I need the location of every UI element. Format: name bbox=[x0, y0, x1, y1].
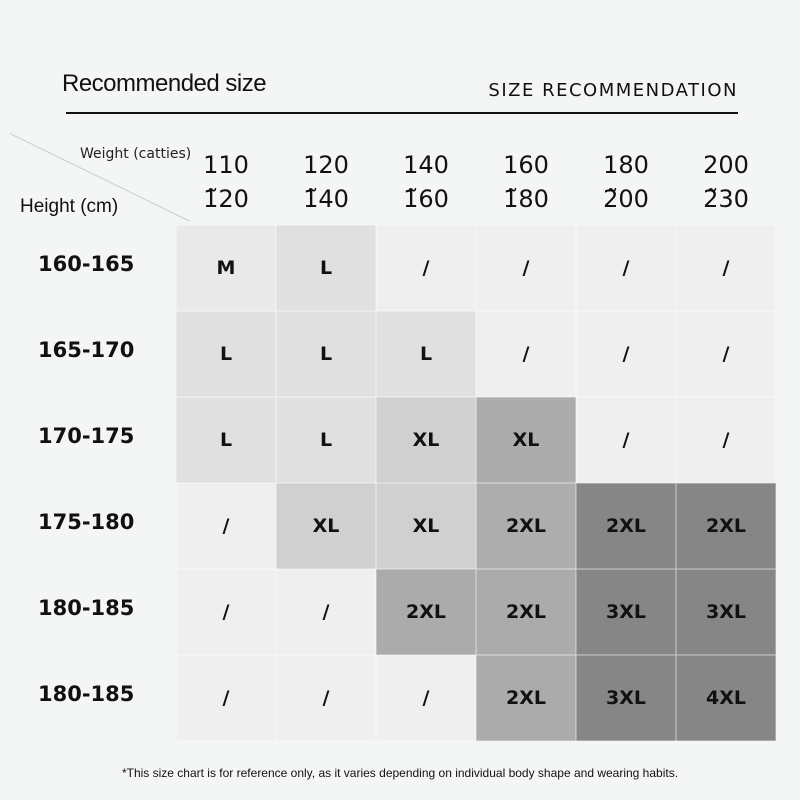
size-cell: / bbox=[276, 569, 376, 655]
size-recommendation-title: SIZE RECOMMENDATION bbox=[488, 80, 738, 101]
height-row-header: 170-175 bbox=[38, 424, 135, 448]
weight-range-start: 180 bbox=[603, 151, 649, 179]
weight-axis-label: Weight (catties) bbox=[80, 146, 192, 162]
size-cell: 3XL bbox=[576, 569, 676, 655]
size-cell: / bbox=[176, 655, 276, 741]
size-cell: / bbox=[676, 397, 776, 483]
disclaimer-footnote: *This size chart is for reference only, as it varies depending on individual body shape and wearing habits. bbox=[121, 766, 679, 780]
weight-column-header bbox=[676, 148, 776, 216]
size-cell: XL bbox=[276, 483, 376, 569]
height-row-header: 180-185 bbox=[38, 596, 135, 620]
height-row-header: 165-170 bbox=[38, 338, 135, 362]
weight-range-end: 1̃60 bbox=[403, 185, 449, 213]
weight-range-start: 160 bbox=[503, 151, 549, 179]
size-cell: / bbox=[176, 569, 276, 655]
recommended-size-title: Recommended size bbox=[62, 70, 267, 97]
size-cell: / bbox=[576, 311, 676, 397]
weight-column-header bbox=[476, 148, 576, 216]
weight-column-header bbox=[176, 148, 276, 216]
weight-column-header bbox=[276, 148, 376, 216]
height-row-header: 160-165 bbox=[38, 252, 135, 276]
size-cell: L bbox=[276, 311, 376, 397]
size-cell: / bbox=[576, 225, 676, 311]
size-cell: / bbox=[576, 397, 676, 483]
weight-range-start: 110 bbox=[203, 151, 249, 179]
size-cell: / bbox=[376, 225, 476, 311]
size-cell: 2XL bbox=[476, 655, 576, 741]
header-divider bbox=[66, 112, 738, 114]
weight-column-header bbox=[576, 148, 676, 216]
size-cell: XL bbox=[376, 397, 476, 483]
size-cell: L bbox=[276, 225, 376, 311]
size-cell: L bbox=[176, 397, 276, 483]
size-cell: / bbox=[276, 655, 376, 741]
size-cell: XL bbox=[376, 483, 476, 569]
height-row-header: 180-185 bbox=[38, 682, 135, 706]
weight-range-end: 1̃40 bbox=[303, 185, 349, 213]
weight-column-header bbox=[376, 148, 476, 216]
weight-range-end: 1̃20 bbox=[203, 185, 249, 213]
height-axis-label: Height (cm) bbox=[20, 196, 119, 217]
size-cell: / bbox=[376, 655, 476, 741]
size-cell: L bbox=[276, 397, 376, 483]
size-cell: / bbox=[476, 225, 576, 311]
weight-range-end: 2̃00 bbox=[603, 185, 649, 213]
weight-range-end: 1̃80 bbox=[503, 185, 549, 213]
size-cell: L bbox=[176, 311, 276, 397]
size-cell: 2XL bbox=[576, 483, 676, 569]
height-row-header: 175-180 bbox=[38, 510, 135, 534]
size-cell: / bbox=[676, 225, 776, 311]
weight-range-start: 200 bbox=[703, 151, 749, 179]
size-cell: 3XL bbox=[576, 655, 676, 741]
size-cell: 3XL bbox=[676, 569, 776, 655]
weight-range-start: 140 bbox=[403, 151, 449, 179]
size-cell: 2XL bbox=[476, 483, 576, 569]
size-grid bbox=[176, 225, 776, 741]
weight-range-start: 120 bbox=[303, 151, 349, 179]
size-cell: 2XL bbox=[476, 569, 576, 655]
size-cell: XL bbox=[476, 397, 576, 483]
size-cell: / bbox=[476, 311, 576, 397]
weight-range-end: 2̃30 bbox=[703, 185, 749, 213]
size-cell: L bbox=[376, 311, 476, 397]
size-cell: 2XL bbox=[676, 483, 776, 569]
size-cell: M bbox=[176, 225, 276, 311]
size-cell: 2XL bbox=[376, 569, 476, 655]
size-cell: / bbox=[176, 483, 276, 569]
size-cell: 4XL bbox=[676, 655, 776, 741]
size-cell: / bbox=[676, 311, 776, 397]
